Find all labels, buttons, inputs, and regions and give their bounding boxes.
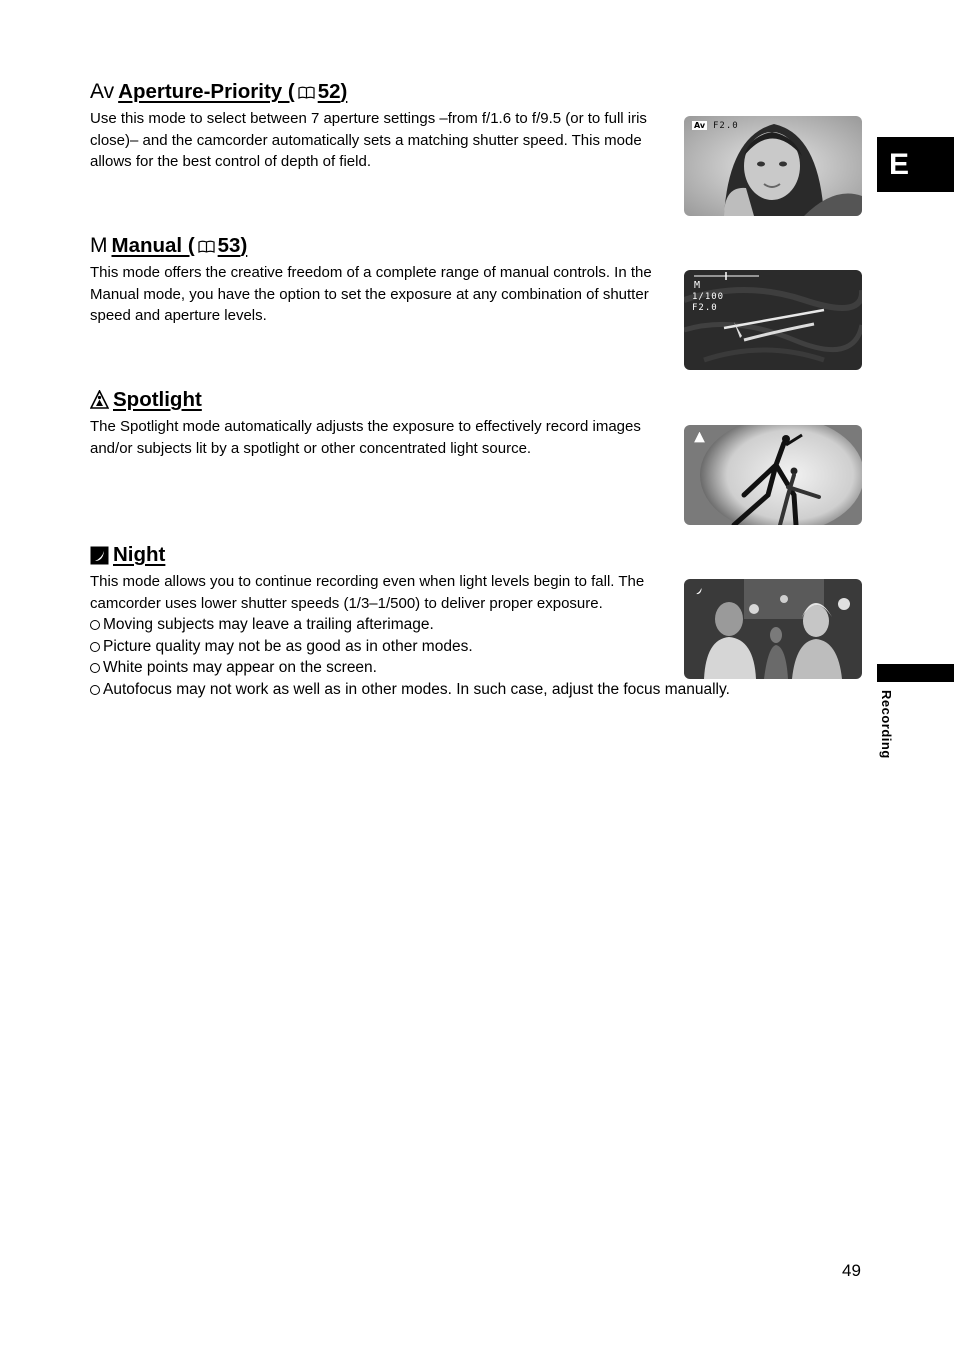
photo-girl-portrait: [684, 116, 862, 216]
bullet-circle-icon: [90, 620, 100, 630]
page-number: 49: [842, 1261, 861, 1280]
osd-aperture-value: F2.0: [692, 303, 718, 313]
osd-night-icon: [694, 586, 704, 596]
page-reference[interactable]: 53: [217, 234, 241, 257]
osd-manual-indicator: M: [694, 280, 702, 291]
bullet-circle-icon: [90, 663, 100, 673]
section-spotlight: [90, 386, 862, 526]
osd-aperture-value: F2.0: [713, 121, 739, 131]
section-heading: [90, 541, 165, 569]
bullet-circle-icon: [90, 642, 100, 652]
section-body: Use this mode to select between 7 aperture settings –from f/1.6 to f/9.5 (or to full iris close)– and the camcorder automatically sets a matching shutter speed. This mode allows for the best control of depth of field.: [90, 110, 647, 170]
section-body: This mode allows you to continue recording even when light levels begin to fall. The camcorder uses lower shutter speeds (1/3–1/500) to deliver proper exposure. Moving subjects may leave a trailing afterimage. Picture quality may not be as good as in other modes. White points may appear on the screen. Autofocus may not work as well as in other modes. In such case, adjust the focus manually.: [90, 571, 690, 700]
osd-shutter-value: 1/100: [692, 292, 725, 302]
section-heading: [90, 232, 247, 260]
list-item: Picture quality may not be as good as in other modes.: [90, 636, 690, 658]
bullet-circle-icon: [90, 685, 100, 695]
section-night: [90, 541, 862, 711]
chapter-marker-bar: [877, 664, 954, 682]
osd-av-indicator: Av: [694, 121, 706, 130]
book-reference-icon: [198, 240, 215, 253]
night-moon-icon: [90, 546, 109, 565]
spotlight-icon: [90, 390, 109, 410]
section-body: This mode offers the creative freedom of a complete range of manual controls. In the Manual mode, you have the option to set the exposure at any combination of shutter speed and aperture levels.: [90, 264, 652, 324]
photo-spotlight-dancers: [684, 425, 862, 525]
page-reference[interactable]: 52: [317, 80, 341, 103]
section-title: Spotlight: [113, 388, 202, 411]
language-tab: E: [877, 137, 954, 192]
osd-spotlight-icon: [694, 432, 705, 443]
m-icon: M: [90, 234, 108, 257]
section-heading: [90, 78, 347, 106]
section-title: Manual ( 53): [111, 234, 248, 257]
section-heading: [90, 386, 202, 414]
section-manual: [90, 232, 862, 372]
photo-glider-flight: [684, 270, 862, 370]
section-aperture-priority: [90, 78, 862, 218]
photo-night-cafe: [684, 579, 862, 679]
chapter-label: Recording: [879, 690, 894, 759]
av-icon: Av: [90, 80, 115, 103]
section-body: The Spotlight mode automatically adjusts the exposure to effectively record images and/or subjects lit by a spotlight or other concentrated light source.: [90, 418, 641, 457]
list-item: White points may appear on the screen.: [90, 657, 690, 679]
list-item: Autofocus may not work as well as in other modes. In such case, adjust the focus manually.: [90, 679, 690, 701]
section-title: Aperture-Priority ( 52): [118, 80, 348, 103]
notes-list: [90, 614, 730, 700]
section-title: Night: [113, 543, 166, 566]
list-item: Moving subjects may leave a trailing afterimage.: [90, 614, 690, 636]
book-reference-icon: [298, 86, 315, 99]
